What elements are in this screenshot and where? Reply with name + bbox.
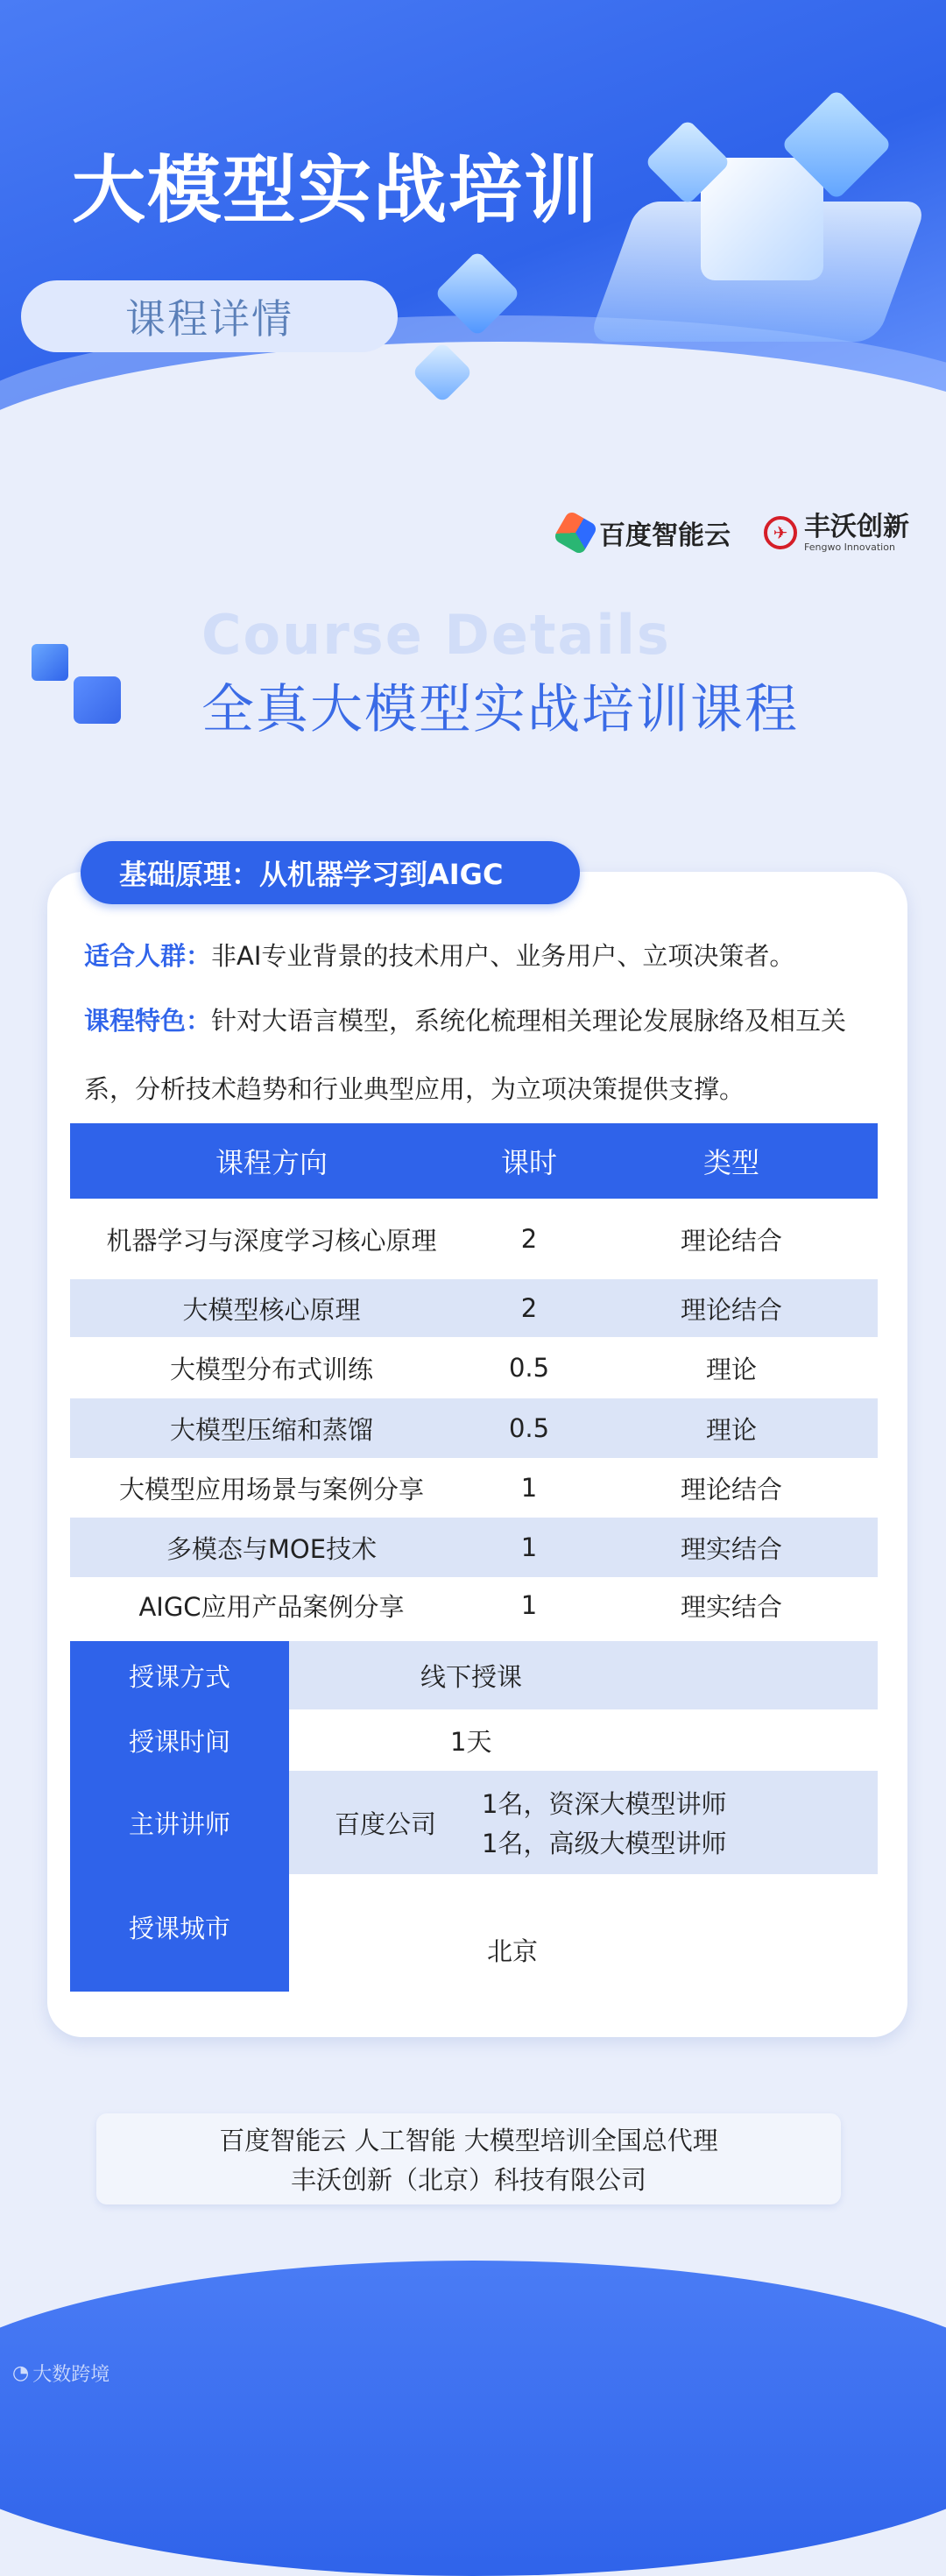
method-value-cell [289,1641,878,1709]
city-value: 北京 [487,1936,539,1966]
table-header [70,1123,878,1199]
teacher-line: 1名，高级大模型讲师 [482,1829,727,1858]
course-details-pill: 课程详情 [21,280,398,352]
fengwo-logo [764,511,909,553]
course-table [70,1123,878,1633]
table-row [70,1398,878,1458]
cube-icon [74,676,121,724]
header-type: 类型 [702,1146,759,1179]
teacher-company: 百度公司 [334,1808,436,1839]
city-label: 授课城市 [70,1874,289,1992]
row-hours: 1 [520,1590,538,1620]
glass-cube-graphic [701,158,823,280]
row-type: 理论结合 [680,1294,782,1325]
row-hours: 1 [520,1473,538,1503]
info-row-method [70,1641,878,1709]
row-direction: 大模型压缩和蒸馏 [169,1414,373,1445]
info-row-city [70,1874,878,1992]
row-hours: 2 [520,1293,538,1323]
row-hours: 0.5 [508,1413,550,1443]
city-value-cell [289,1874,878,1992]
row-hours: 0.5 [508,1353,550,1383]
course-module-tab: 基础原理：从机器学习到AIGC [81,841,580,904]
row-hours: 2 [520,1224,538,1254]
section-bg-text: Course Details [201,603,671,667]
company-footer [96,2113,841,2204]
fengwo-icon: ✈ [764,516,797,549]
row-type: 理论 [705,1354,757,1384]
teacher-value-cell [289,1771,878,1874]
row-type: 理论结合 [680,1474,782,1504]
baidu-cloud-icon [553,510,598,556]
teacher-list [482,1785,726,1860]
course-info-table [70,1641,878,1992]
feature-label: 课程特色： [84,1006,212,1036]
audience-text: 非AI专业背景的技术用户、业务用户、立项决策者。 [211,941,795,971]
teacher-line: 1名，资深大模型讲师 [482,1789,727,1819]
row-type: 理实结合 [680,1533,782,1564]
row-direction: 大模型分布式训练 [169,1354,373,1384]
row-direction: 机器学习与深度学习核心原理 [106,1225,437,1256]
method-value: 线下授课 [420,1661,523,1692]
table-row [70,1458,878,1518]
row-type: 理论 [705,1414,757,1445]
watermark [12,2360,109,2387]
feature-line-2 [84,1074,745,1105]
table-row [70,1279,878,1337]
watermark-icon: ◔ [12,2362,30,2384]
page-title: 大模型实战培训 [72,147,600,233]
table-row [70,1577,878,1633]
table-row [70,1337,878,1398]
fengwo-logo-text: 丰沃创新 [804,511,909,542]
row-hours: 1 [520,1532,538,1562]
cube-icon [32,644,68,681]
bottom-wave [0,2261,946,2576]
row-type: 理论结合 [680,1225,782,1256]
partner-logos [559,513,909,552]
footer-line-1: 百度智能云 人工智能 大模型培训全国总代理 [219,2126,718,2155]
baidu-logo-text: 百度智能云 [599,520,731,551]
feature-text-1: 针对大语言模型，系统化梳理相关理论发展脉络及相互关 [211,1006,847,1036]
row-direction: 大模型核心原理 [182,1294,361,1325]
method-label: 授课方式 [70,1641,289,1709]
table-row [70,1518,878,1577]
baidu-logo [559,513,731,552]
table-row [70,1199,878,1279]
time-value-cell [289,1709,878,1771]
teacher-label: 主讲讲师 [70,1771,289,1874]
hero-banner [0,0,946,464]
row-type: 理实结合 [680,1591,782,1622]
time-label: 授课时间 [70,1709,289,1771]
info-row-time [70,1709,878,1771]
audience-label: 适合人群： [84,941,212,971]
time-value: 1天 [450,1726,492,1757]
row-direction: 大模型应用场景与案例分享 [118,1474,424,1504]
feature-text-2: 系，分析技术趋势和行业典型应用，为立项决策提供支撑。 [84,1074,745,1104]
row-direction: AIGC应用产品案例分享 [138,1591,405,1622]
info-row-teacher [70,1771,878,1874]
section-title: 全真大模型实战培训课程 [201,679,799,740]
row-direction: 多模态与MOE技术 [166,1533,378,1564]
header-direction: 课程方向 [215,1146,328,1179]
audience-line [84,941,794,972]
watermark-text: 大数跨境 [32,2364,110,2386]
feature-line-1 [84,1006,846,1037]
header-hours: 课时 [500,1146,557,1179]
fengwo-logo-subtext: Fengwo Innovation [804,541,895,553]
footer-line-2: 丰沃创新（北京）科技有限公司 [290,2165,646,2195]
